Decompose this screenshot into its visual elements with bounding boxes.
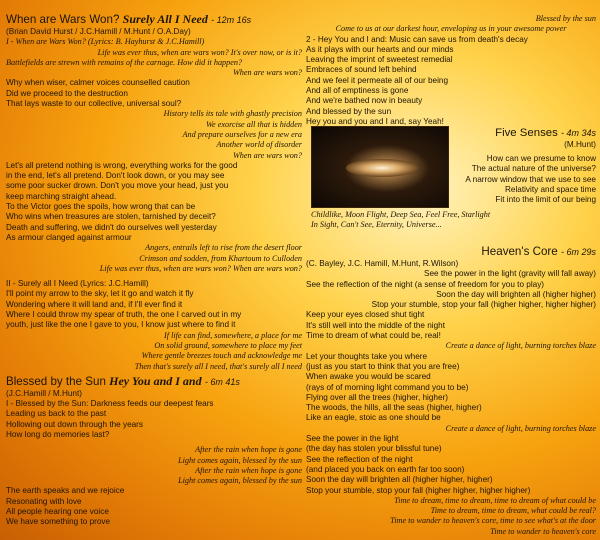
lyric-line: Stop your stumble, stop your fall (higher higher, higher higher) — [371, 300, 596, 310]
lyric-line: Stop your stumble, stop your fall (higher higher, higher higher) — [306, 485, 531, 495]
lyric-line-italic: After the rain when hope is gone — [195, 465, 302, 475]
lyric-line: (J.C.Hamill / M.Hunt) — [6, 388, 82, 398]
lyric-line: And all of emptiness is gone — [306, 86, 409, 96]
lyric-line-italic: We exorcise all that is hidden — [205, 119, 302, 129]
lyric-line: Death and suffering, we didn't do ourselves well yesterday — [6, 222, 217, 232]
lyric-line-italic: Crimson and sodden, from Khartoum to Culloden — [139, 253, 302, 263]
lyric-line: Who wins when treasures are stolen, tarnished by deceit? — [6, 212, 216, 222]
five-senses-time: - 4m 34s — [560, 128, 596, 138]
lyric-line-italic: Time to dream, time to dream, what could be real? — [430, 506, 596, 516]
lyric-line: The actual nature of the universe? — [471, 164, 596, 174]
lyric-line-italic: Time to wander to heaven's core — [490, 526, 596, 536]
lyric-line: II - Surely all I Need (Lyrics: J.C.Hamill) — [6, 279, 149, 289]
lyric-line: I - Blessed by the Sun: Darkness feeds our deepest fears — [6, 399, 214, 409]
caption-line: In Sight, Can't See, Eternity, Universe... — [311, 220, 442, 230]
song-duration: - 12m 16s — [211, 15, 252, 25]
song-title-text: Blessed by the Sun — [6, 374, 106, 388]
lyric-line: Leading us back to the past — [6, 409, 107, 419]
lyric-line-italic: And prepare ourselves for a new era — [182, 129, 302, 139]
lyric-line: When awake you would be scared — [306, 372, 431, 382]
lyric-line: How long do memories last? — [6, 429, 110, 439]
song-duration: - 6m 29s — [560, 247, 596, 257]
lyric-line: Resonating with love — [6, 496, 82, 506]
lyric-line: See the reflection of the night — [306, 454, 413, 464]
lyric-line: (and placed you back on earth far too soon) — [306, 464, 465, 474]
five-senses-title: Five Senses — [495, 127, 558, 139]
five-senses-credit: (M.Hunt) — [564, 140, 596, 149]
five-senses-title-line — [452, 126, 596, 140]
lyric-line-italic: Light comes again, blessed by the sun — [178, 455, 302, 465]
lyric-line-italic: Then that's surely all I need, that's surely all I need — [134, 361, 302, 371]
lyric-line: Fit into the limit of our being — [495, 195, 596, 205]
lyric-line: How can we presume to know — [486, 154, 596, 163]
lyric-line: That lays waste to our collective, universal soul? — [6, 99, 182, 109]
lyric-line: And we're bathed now in beauty — [306, 96, 423, 106]
lyric-line-italic: Create a dance of light, burning torches blaze — [445, 341, 596, 351]
lyric-line: (the day has stolen your blissful tune) — [306, 444, 442, 454]
lyric-line-italic: Angers, entrails left to rise from the desert floor — [145, 243, 302, 253]
lyric-line: See the power in the light (gravity will fall away) — [423, 269, 596, 279]
lyric-line: Let your thoughts take you where — [306, 351, 428, 361]
lyric-line: Let's all pretend nothing is wrong, everything works for the good — [6, 160, 238, 170]
lyric-line: Hey you and you and I and, say Yeah! — [306, 116, 444, 126]
lyric-line: It's still well into the middle of the night — [306, 320, 445, 330]
lyric-line: Where I could throw my spear of truth, the one I carved out in my — [6, 310, 242, 320]
lyric-line: Embraces of sound left behind — [306, 65, 417, 75]
right-lyrics-column-top — [306, 14, 596, 127]
lyric-line: keep marching straight ahead. — [6, 191, 117, 201]
lyric-line: (C. Bayley, J.C. Hamill, M.Hunt, R.Wilson) — [306, 259, 459, 268]
song-title-text: When are Wars Won? — [6, 13, 120, 26]
lyric-line: (rays of of morning light command you to be) — [306, 382, 469, 392]
lyric-line-italic: Blessed by the sun — [535, 14, 596, 23]
lyric-line-italic: Another world of disorder — [216, 140, 302, 150]
lyric-line-italic: I - When are Wars Won? (Lyrics: B. Hayhurst & J.C.Hamill) — [6, 37, 205, 47]
lyric-line: As it plays with our hearts and our minds — [306, 44, 454, 54]
lyric-line: in the end, let's all pretend. Don't look down, or you may see — [6, 171, 225, 181]
lyric-line: And blessed by the sun — [306, 106, 392, 116]
lyric-line-italic: After the rain when hope is gone — [195, 445, 302, 455]
lyric-line-italic: If life can find, somewhere, a place for me — [164, 330, 302, 340]
song-duration: - 6m 41s — [204, 376, 240, 387]
lyric-line: See the power in the light — [306, 434, 399, 444]
lyric-line: The woods, the hills, all the seas (higher, higher) — [306, 403, 482, 413]
lyric-line: To the Victor goes the spoils, how wrong that can be — [6, 202, 196, 212]
lyric-line: Soon the day will brighten all (higher higher) — [436, 289, 596, 299]
lyric-line-italic: Life was ever thus, when are wars won? It's over now, or is it? — [97, 47, 302, 57]
lyric-line: I'll point my arrow to the sky, let it go and watch it fly — [6, 289, 194, 299]
five-senses-caption — [311, 210, 596, 231]
song-subtitle: Surely All I Need — [122, 12, 208, 26]
lyric-line: Time to dream of what could be, real! — [306, 331, 441, 341]
lyric-line-italic: Create a dance of light, burning torches blaze — [445, 423, 596, 433]
lyric-line: (Brian David Hurst / J.C.Hamill / M.Hunt / O.A.Day) — [6, 27, 191, 36]
song-title — [6, 12, 302, 27]
lyric-line-italic: Come to us at our darkest hour, enveloping us in your awesome power — [335, 24, 567, 34]
caption-line: Childlike, Moon Flight, Deep Sea, Feel Free, Starlight — [311, 210, 491, 219]
lyric-line: The earth speaks and we rejoice — [6, 486, 125, 496]
lyric-line: 2 - Hey You and I and: Music can save us from death's decay — [306, 34, 528, 44]
five-senses-lyrics — [452, 154, 596, 205]
lyric-line: some poor sucker drown. Don't you move your head, just you — [6, 181, 229, 191]
song-title-text: Heaven's Core — [481, 245, 558, 258]
lyric-line: And we feel it permeate all of our being — [306, 75, 449, 85]
lyric-line: Leaving the imprint of sweetest remedial — [306, 55, 453, 65]
lyric-line: Wondering where it will land and, if I'll ever find it — [6, 299, 183, 309]
lyric-line: As armour clanged against armour — [6, 232, 132, 242]
lyric-line: We have something to prove — [6, 517, 111, 527]
lyric-line: A narrow window that we use to see — [465, 174, 596, 184]
lyric-line: Did we proceed to the destruction — [6, 88, 128, 98]
lyric-line: Flying over all the trees (higher, higher) — [306, 392, 448, 402]
lyric-line-italic: When are wars won? — [232, 150, 302, 160]
lyric-line: Like an eagle, stoic as one should be — [306, 413, 441, 423]
lyric-line-italic: History tells its tale with ghastly precision — [163, 109, 302, 119]
lyric-line: Relativity and space time — [504, 184, 596, 194]
lyric-line: youth, just like the one I gave to you, I know just where to find it — [6, 320, 236, 330]
lyric-line: Keep your eyes closed shut tight — [306, 310, 425, 320]
lyric-line-italic: Battlefields are strewn with remains of the carnage. How did it happen? — [6, 57, 243, 67]
lyric-line: See the reflection of the night (a sense of freedom for you to play) — [306, 279, 545, 289]
left-lyrics-column — [6, 0, 302, 528]
song-subtitle: Hey You and I and — [109, 373, 202, 388]
lyric-line-italic: On solid ground, somewhere to place my feet — [154, 340, 302, 350]
lyric-line-italic: Time to wander to heaven's core, time to see what's at the door — [390, 516, 596, 526]
lyric-line: All people hearing one voice — [6, 507, 109, 517]
five-senses-header — [452, 126, 596, 150]
glowing-disc-shape — [346, 159, 418, 177]
right-lyrics-column-bottom — [306, 233, 596, 537]
cover-photo-lights — [311, 126, 449, 208]
lyric-line-italic: Life was ever thus, when are wars won? When are wars won? — [99, 263, 302, 273]
lyric-line-italic: Light comes again, blessed by the sun — [178, 476, 302, 486]
lyric-line: Soon the day will brighten all (higher higher, higher) — [306, 475, 493, 485]
song-title — [306, 245, 596, 259]
lyric-line-italic: Time to dream, time to dream, time to dream of what could be — [394, 495, 596, 505]
lyric-line: Hollowing out down through the years — [6, 419, 143, 429]
lyric-line: (just as you start to think that you are free) — [306, 361, 460, 371]
lyric-line: Why when wiser, calmer voices counselled caution — [6, 78, 190, 88]
lyric-line-italic: Where gentle breezes touch and acknowledge me — [141, 351, 302, 361]
lyric-line-italic: When are wars won? — [232, 68, 302, 78]
song-title — [6, 374, 302, 389]
